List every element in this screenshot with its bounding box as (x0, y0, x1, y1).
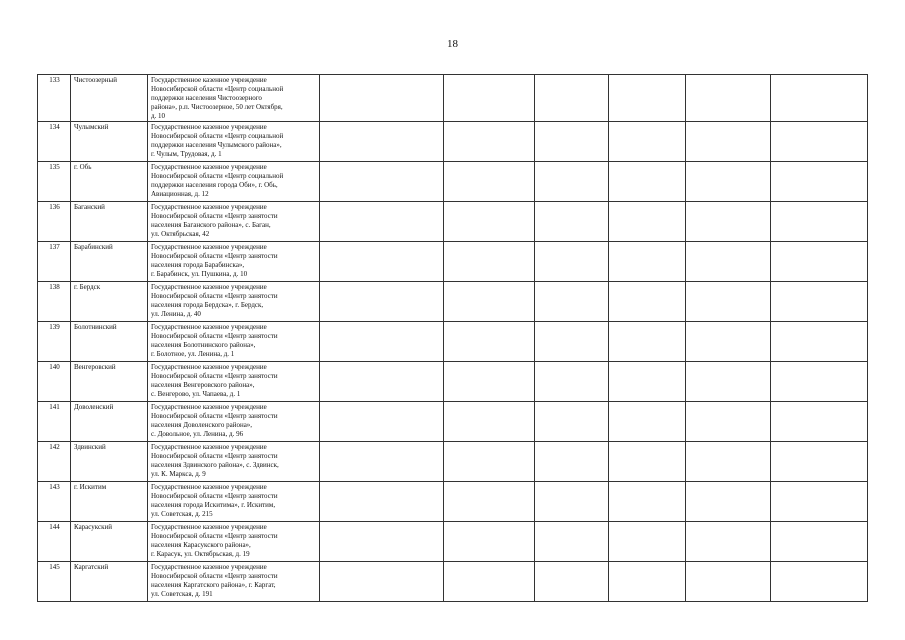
empty-cell (320, 522, 444, 562)
empty-cell (686, 242, 771, 282)
empty-cell (320, 442, 444, 482)
row-number: 144 (38, 522, 71, 562)
empty-cell (771, 562, 868, 602)
table-row (38, 162, 868, 202)
empty-cell (535, 322, 609, 362)
table-row (38, 242, 868, 282)
organization-address: Государственное казенное учреждение Новосибирской области «Центр занятости населения Венгеровского района», с. Венгерово, ул. Чапаева, д. 1 (148, 362, 320, 402)
organization-address: Государственное казенное учреждение Новосибирской области «Центр социальной поддержки населения города Оби», г. Обь, Авиационная, д. 12 (148, 162, 320, 202)
empty-cell (320, 362, 444, 402)
empty-cell (444, 482, 535, 522)
row-number: 134 (38, 122, 71, 162)
row-number: 133 (38, 75, 71, 122)
empty-cell (320, 242, 444, 282)
empty-cell (444, 322, 535, 362)
empty-cell (444, 442, 535, 482)
organization-address: Государственное казенное учреждение Новосибирской области «Центр занятости населения Карасукского района», г. Карасук, ул. Октябрьская, д. 19 (148, 522, 320, 562)
empty-cell (686, 282, 771, 322)
table-row (38, 362, 868, 402)
district-name: Венгеровский (71, 362, 148, 402)
empty-cell (320, 402, 444, 442)
empty-cell (320, 282, 444, 322)
table-row (38, 282, 868, 322)
empty-cell (444, 522, 535, 562)
empty-cell (686, 122, 771, 162)
row-number: 138 (38, 282, 71, 322)
organization-address: Государственное казенное учреждение Новосибирской области «Центр социальной поддержки населения Чулымского района», г. Чулым, Трудовая, д. 1 (148, 122, 320, 162)
empty-cell (609, 122, 686, 162)
empty-cell (686, 442, 771, 482)
empty-cell (609, 322, 686, 362)
row-number: 137 (38, 242, 71, 282)
organization-address: Государственное казенное учреждение Новосибирской области «Центр занятости населения Баганского района», с. Баган, ул. Октябрьская, 42 (148, 202, 320, 242)
district-name: Здвинский (71, 442, 148, 482)
empty-cell (686, 522, 771, 562)
empty-cell (535, 562, 609, 602)
empty-cell (771, 242, 868, 282)
empty-cell (686, 202, 771, 242)
empty-cell (320, 162, 444, 202)
empty-cell (686, 562, 771, 602)
empty-cell (609, 202, 686, 242)
empty-cell (535, 75, 609, 122)
row-number: 136 (38, 202, 71, 242)
empty-cell (609, 522, 686, 562)
row-number: 135 (38, 162, 71, 202)
district-name: Чистоозерный (71, 75, 148, 122)
empty-cell (535, 242, 609, 282)
district-name: Чулымский (71, 122, 148, 162)
empty-cell (771, 282, 868, 322)
empty-cell (771, 482, 868, 522)
empty-cell (444, 75, 535, 122)
empty-cell (686, 362, 771, 402)
empty-cell (771, 122, 868, 162)
empty-cell (686, 402, 771, 442)
table-row (38, 202, 868, 242)
empty-cell (771, 202, 868, 242)
table-row (38, 522, 868, 562)
empty-cell (686, 75, 771, 122)
table-row (38, 442, 868, 482)
district-name: Болотнинский (71, 322, 148, 362)
empty-cell (609, 402, 686, 442)
empty-cell (609, 562, 686, 602)
organization-address: Государственное казенное учреждение Новосибирской области «Центр социальной поддержки населения Чистоозерного района», р.п. Чистоозерное, 50 лет Октября, д. 10 (148, 75, 320, 122)
empty-cell (444, 202, 535, 242)
row-number: 139 (38, 322, 71, 362)
empty-cell (609, 162, 686, 202)
registry-table (37, 74, 868, 602)
table-row (38, 482, 868, 522)
empty-cell (320, 562, 444, 602)
empty-cell (535, 162, 609, 202)
organization-address: Государственное казенное учреждение Новосибирской области «Центр занятости населения города Бердска», г. Бердск, ул. Ленина, д. 40 (148, 282, 320, 322)
empty-cell (771, 442, 868, 482)
district-name: г. Обь (71, 162, 148, 202)
district-name: г. Искитим (71, 482, 148, 522)
organization-address: Государственное казенное учреждение Новосибирской области «Центр занятости населения Доволенского района», с. Довольное, ул. Ленина, д. 96 (148, 402, 320, 442)
organization-address: Государственное казенное учреждение Новосибирской области «Центр занятости населения города Барабинска», г. Барабинск, ул. Пушкина, д. 10 (148, 242, 320, 282)
table-row (38, 75, 868, 122)
row-number: 145 (38, 562, 71, 602)
empty-cell (771, 362, 868, 402)
empty-cell (444, 282, 535, 322)
district-name: Карасукский (71, 522, 148, 562)
empty-cell (320, 322, 444, 362)
district-name: Баганский (71, 202, 148, 242)
empty-cell (771, 322, 868, 362)
organization-address: Государственное казенное учреждение Новосибирской области «Центр занятости населения Здвинского района», с. Здвинск, ул. К. Маркса, д. 9 (148, 442, 320, 482)
empty-cell (444, 402, 535, 442)
empty-cell (444, 362, 535, 402)
empty-cell (444, 162, 535, 202)
empty-cell (535, 362, 609, 402)
empty-cell (320, 202, 444, 242)
empty-cell (609, 242, 686, 282)
empty-cell (535, 522, 609, 562)
empty-cell (444, 122, 535, 162)
empty-cell (320, 482, 444, 522)
empty-cell (771, 522, 868, 562)
empty-cell (535, 122, 609, 162)
empty-cell (535, 442, 609, 482)
empty-cell (609, 442, 686, 482)
table-row (38, 562, 868, 602)
district-name: Барабинский (71, 242, 148, 282)
organization-address: Государственное казенное учреждение Новосибирской области «Центр занятости населения города Искитима», г. Искитим, ул. Советская, д. 215 (148, 482, 320, 522)
empty-cell (444, 242, 535, 282)
district-name: г. Бердск (71, 282, 148, 322)
empty-cell (535, 202, 609, 242)
organization-address: Государственное казенное учреждение Новосибирской области «Центр занятости населения Каргатского района», г. Каргат, ул. Советская, д. 191 (148, 562, 320, 602)
empty-cell (686, 482, 771, 522)
row-number: 142 (38, 442, 71, 482)
empty-cell (609, 75, 686, 122)
table-row (38, 122, 868, 162)
row-number: 141 (38, 402, 71, 442)
empty-cell (535, 482, 609, 522)
row-number: 143 (38, 482, 71, 522)
empty-cell (609, 282, 686, 322)
empty-cell (609, 482, 686, 522)
table-row (38, 402, 868, 442)
empty-cell (535, 402, 609, 442)
empty-cell (320, 75, 444, 122)
table-row (38, 322, 868, 362)
empty-cell (609, 362, 686, 402)
row-number: 140 (38, 362, 71, 402)
empty-cell (686, 162, 771, 202)
organization-address: Государственное казенное учреждение Новосибирской области «Центр занятости населения Болотнинского района», г. Болотное, ул. Ленина, д. 1 (148, 322, 320, 362)
page-number: 18 (447, 38, 458, 50)
district-name: Каргатский (71, 562, 148, 602)
empty-cell (771, 162, 868, 202)
empty-cell (771, 402, 868, 442)
district-name: Доволенский (71, 402, 148, 442)
empty-cell (535, 282, 609, 322)
empty-cell (320, 122, 444, 162)
empty-cell (444, 562, 535, 602)
empty-cell (686, 322, 771, 362)
empty-cell (771, 75, 868, 122)
